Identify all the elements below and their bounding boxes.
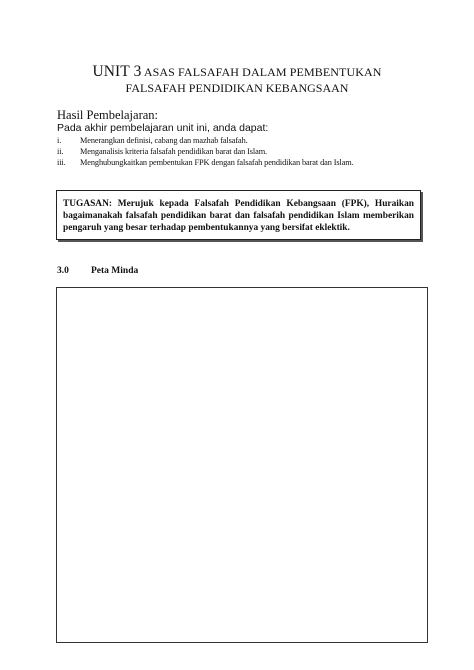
unit-title-text: ASAS FALSAFAH DALAM PEMBENTUKAN [141,65,382,79]
mind-map-area [56,287,428,643]
list-item [57,135,437,146]
learning-outcomes-intro: Pada akhir pembelajaran unit ini, anda dapat: [57,122,269,134]
unit-title [0,64,474,96]
section-number: 3.0 [57,266,69,276]
task-box [56,190,421,240]
list-item [57,146,437,157]
list-item-text: Menghubungkaitkan pembentukan FPK dengan falsafah pendidikan barat dan Islam. [80,158,354,167]
section-title: Peta Minda [91,266,139,276]
list-item-text: Menerangkan definisi, cabang dan mazhab falsafah. [80,136,248,145]
list-item-number: iii. [57,158,66,167]
list-item-text: Menganalisis kriteria falsafah pendidikan barat dan Islam. [80,147,268,156]
list-item-number: ii. [57,147,64,156]
learning-outcomes [57,108,437,168]
unit-number: UNIT 3 [92,63,142,80]
task-text: TUGASAN: Merujuk kepada Falsafah Pendidikan Kebangsaan (FPK), Huraikan bagaimanakah falsafah pendidikan barat dan falsafah pendidikan Islam memberikan pengaruh yang besar terhadap pembentukannya yang bersifat eklektik. [63,199,414,233]
section-heading [57,266,138,276]
list-item-number: i. [57,136,62,145]
list-item [57,157,437,168]
learning-outcomes-heading: Hasil Pembelajaran: [57,108,159,122]
unit-title-line1 [0,64,474,80]
unit-title-line2: FALSAFAH PENDIDIKAN KEBANGSAAN [125,81,349,95]
